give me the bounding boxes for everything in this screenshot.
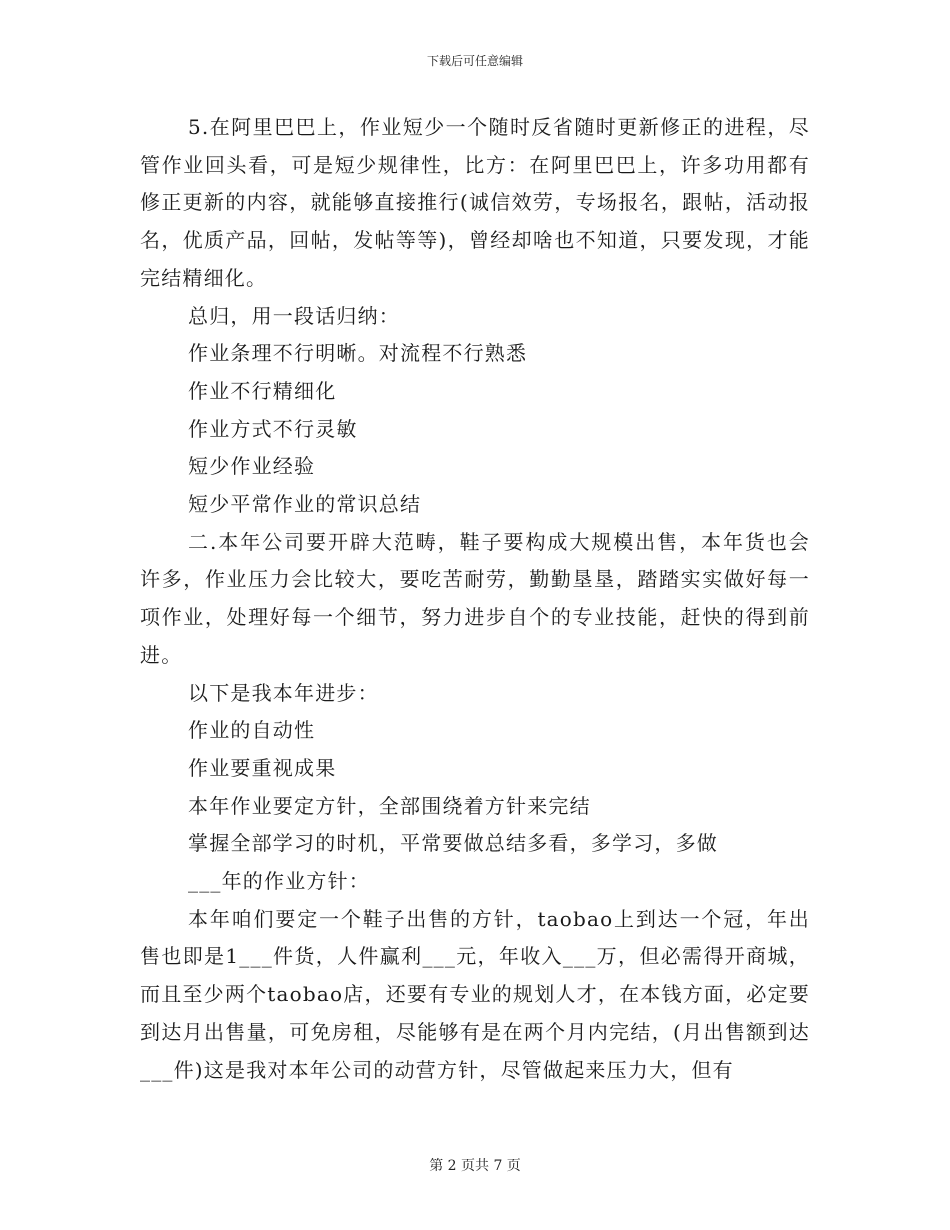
list-item-work-experience: 短少作业经验	[188, 454, 316, 479]
list-item-knowledge-summary: 短少平常作业的常识总结	[188, 492, 422, 517]
list-item-work-clarity: 作业条理不行明晰。对流程不行熟悉	[188, 341, 528, 366]
paragraph-alibaba-issues: 5.在阿里巴巴上，作业短少一个随时反省随时更新修正的进程，尽管作业回头看，可是短少规律性，比方：在阿里巴巴上，许多功用都有修正更新的内容，就能够直接推行(诚信效劳，专场报名，跟帖，活动报名，优质产品，回帖，发帖等等)，曾经却啥也不知道，只要发现，才能完结精细化。	[140, 115, 810, 290]
list-item-learning: 掌握全部学习的时机，平常要做总结多看，多学习，多做	[188, 831, 718, 856]
page-header: 下载后可任意编辑	[426, 54, 523, 68]
paragraph-summary-intro: 总归，用一段话归纳：	[188, 303, 400, 328]
section-heading-yearly-goals: ___年的作业方针：	[188, 869, 370, 894]
paragraph-sales-goals: 本年咱们要定一个鞋子出售的方针，taobao上到达一个冠，年出售也即是1___件货，人件赢利___元，年收入___万，但必需得开商城，而且至少两个taobao店，还要有专业的规划人才，在本钱方面，必定要到达月出售量，可免房租，尽能够有是在两个月内完结，(月出售额到达___件)这是我对本年公司的动营方针，尽管做起来压力大，但有	[140, 906, 810, 1082]
list-item-initiative: 作业的自动性	[188, 718, 316, 743]
list-item-work-flexibility: 作业方式不行灵敏	[188, 416, 358, 441]
list-item-set-goals: 本年作业要定方针，全部围绕着方针来完结	[188, 793, 591, 818]
paragraph-improvement-intro: 以下是我本年进步：	[188, 680, 379, 705]
list-item-results: 作业要重视成果	[188, 755, 337, 780]
document-body	[140, 109, 810, 1089]
list-item-work-refinement: 作业不行精细化	[188, 378, 337, 403]
page-footer: 第 2 页共 7 页	[429, 1158, 521, 1174]
paragraph-company-expansion: 二.本年公司要开辟大范畴，鞋子要构成大规模出售，本年货也会许多，作业压力会比较大，要吃苦耐劳，勤勤垦垦，踏踏实实做好每一项作业，处理好每一个细节，努力进步自个的专业技能，赶快的得到前进。	[140, 529, 810, 667]
